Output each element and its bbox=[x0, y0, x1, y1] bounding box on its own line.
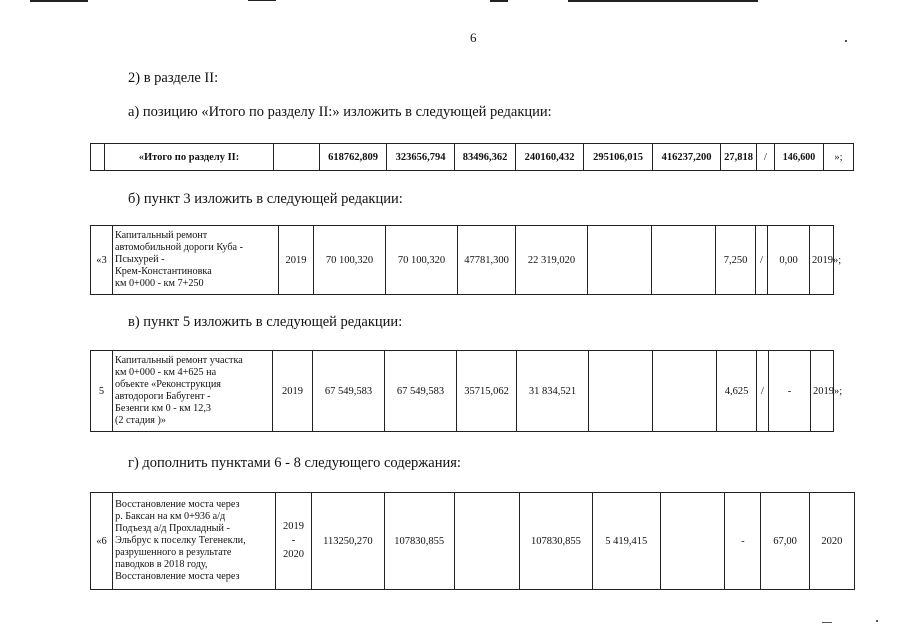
row6-v2: 107830,855 bbox=[384, 493, 454, 590]
scan-line bbox=[490, 0, 508, 2]
row3-end: 2019»; bbox=[810, 226, 834, 295]
scan-speck bbox=[845, 40, 847, 42]
row5-v4: 31 834,521 bbox=[517, 351, 589, 432]
row6-v8: 67,00 bbox=[761, 493, 809, 590]
row3-v2: 70 100,320 bbox=[386, 226, 458, 295]
row3-year: 2019 bbox=[279, 226, 314, 295]
row5-name bbox=[113, 351, 273, 432]
row5-v6 bbox=[653, 351, 717, 432]
paragraph-d: г) дополнить пунктами 6 - 8 следующего содержания: bbox=[128, 455, 461, 471]
row5-year: 2019 bbox=[273, 351, 313, 432]
row6-num: «6 bbox=[91, 493, 113, 590]
total-value: 416237,200 bbox=[653, 144, 721, 171]
name-line: автомобильной дороги Куба - bbox=[115, 242, 244, 253]
row3-slash: / bbox=[756, 226, 768, 295]
name-line: Подъезд а/д Прохладный - bbox=[115, 523, 230, 534]
total-value: 295106,015 bbox=[584, 144, 653, 171]
total-num-cell bbox=[91, 144, 105, 171]
section-heading: 2) в разделе II: bbox=[128, 70, 219, 86]
name-line: Эльбрус к поселку Тегенекли, bbox=[115, 535, 246, 546]
row6-name bbox=[113, 493, 276, 590]
name-line: Псыхурей - bbox=[115, 254, 165, 265]
scan-speck bbox=[822, 622, 832, 623]
row3-v3: 47781,300 bbox=[458, 226, 516, 295]
row6-table bbox=[90, 492, 855, 590]
scan-line bbox=[248, 0, 276, 1]
row5-v3: 35715,062 bbox=[457, 351, 517, 432]
row3-table bbox=[90, 225, 842, 295]
name-line: паводков в 2018 году, bbox=[115, 559, 208, 570]
row6-v1: 113250,270 bbox=[312, 493, 384, 590]
row5-v2: 67 549,583 bbox=[385, 351, 457, 432]
year-line: 2020 bbox=[283, 549, 305, 560]
total-value: 146,600 bbox=[775, 144, 824, 171]
total-year-cell bbox=[274, 144, 320, 171]
row5-slash: / bbox=[757, 351, 769, 432]
total-table bbox=[90, 143, 854, 171]
scan-speck bbox=[876, 620, 878, 622]
name-line: автодороги Бабугент - bbox=[115, 391, 211, 402]
total-value: 618762,809 bbox=[320, 144, 387, 171]
row6-v5: 5 419,415 bbox=[592, 493, 660, 590]
row3-v1: 70 100,320 bbox=[314, 226, 386, 295]
row6-v6 bbox=[660, 493, 724, 590]
row6-end: 2020 bbox=[809, 493, 854, 590]
scan-line bbox=[30, 0, 88, 2]
total-value: 323656,794 bbox=[387, 144, 455, 171]
row3-v6 bbox=[652, 226, 716, 295]
name-line: разрушенного в результате bbox=[115, 547, 232, 558]
total-slash: / bbox=[757, 144, 775, 171]
scan-line bbox=[568, 0, 758, 2]
name-line: объекте «Реконструкция bbox=[115, 379, 221, 390]
name-line: Капитальный ремонт участка bbox=[115, 355, 243, 366]
row3-v5 bbox=[588, 226, 652, 295]
row6-year bbox=[275, 493, 311, 590]
row3-name bbox=[113, 226, 279, 295]
row5-v5 bbox=[589, 351, 653, 432]
name-line: (2 стадия )» bbox=[115, 415, 167, 426]
row5-end: 2019»; bbox=[811, 351, 834, 432]
total-value: 83496,362 bbox=[455, 144, 516, 171]
paragraph-b: б) пункт 3 изложить в следующей редакции: bbox=[128, 191, 403, 207]
row3-num: «3 bbox=[91, 226, 113, 295]
name-line: р. Баксан на км 0+936 а/д bbox=[115, 511, 226, 522]
name-line: Восстановление моста через bbox=[115, 499, 240, 510]
row6-v3 bbox=[454, 493, 519, 590]
name-line: Восстановление моста через bbox=[115, 571, 240, 582]
total-row bbox=[91, 144, 854, 171]
row3-v7: 7,250 bbox=[716, 226, 756, 295]
row6-v4: 107830,855 bbox=[520, 493, 592, 590]
row5-num: 5 bbox=[91, 351, 113, 432]
name-line: Крем-Константиновка bbox=[115, 266, 212, 277]
name-line: Безенги км 0 - км 12,3 bbox=[115, 403, 211, 414]
name-line: км 0+000 - км 4+625 на bbox=[115, 367, 217, 378]
row5-v7: 4,625 bbox=[717, 351, 757, 432]
name-line: км 0+000 - км 7+250 bbox=[115, 278, 204, 289]
year-line: - bbox=[291, 535, 296, 546]
row3 bbox=[91, 226, 834, 295]
page-number: 6 bbox=[470, 30, 477, 45]
row5 bbox=[91, 351, 834, 432]
row6-v7: - bbox=[725, 493, 761, 590]
row3-v8: 0,00 bbox=[768, 226, 810, 295]
total-value: 27,818 bbox=[721, 144, 757, 171]
row3-v4: 22 319,020 bbox=[516, 226, 588, 295]
total-value: 240160,432 bbox=[516, 144, 584, 171]
row6 bbox=[91, 493, 855, 590]
paragraph-c: в) пункт 5 изложить в следующей редакции: bbox=[128, 314, 403, 330]
year-line: 2019 bbox=[283, 521, 305, 532]
paragraph-a: а) позицию «Итого по разделу II:» изложить в следующей редакции: bbox=[128, 104, 552, 120]
total-label: «Итого по разделу II: bbox=[105, 144, 274, 171]
total-end: »; bbox=[824, 144, 854, 171]
row5-v1: 67 549,583 bbox=[313, 351, 385, 432]
name-line: Капитальный ремонт bbox=[115, 230, 208, 241]
row5-v8: - bbox=[769, 351, 811, 432]
row5-table bbox=[90, 350, 843, 432]
